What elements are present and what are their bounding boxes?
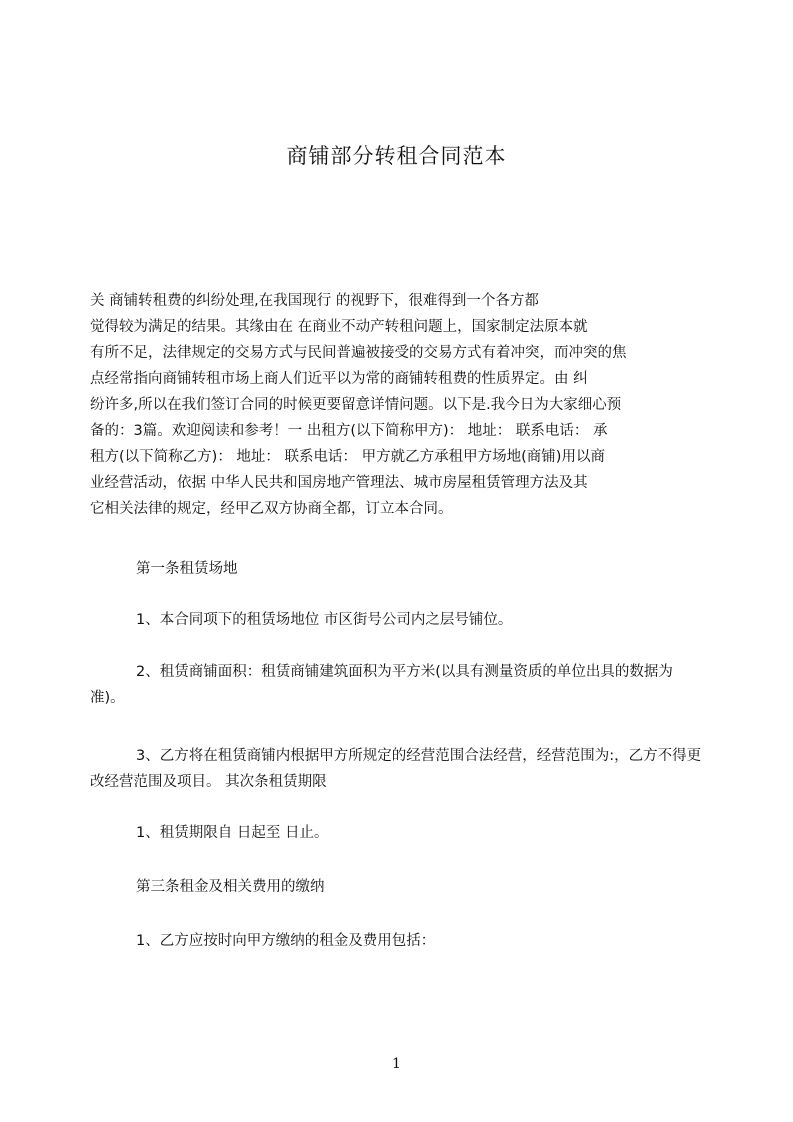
intro-line: 觉得较为满足的结果。其缘由在 在商业不动产转租问题上，国家制定法原本就 — [90, 319, 588, 335]
article-3-heading: 第三条租金及相关费用的缴纳 — [136, 879, 325, 895]
intro-line: 它相关法律的规定，经甲乙双方协商全都，订立本合同。 — [90, 501, 453, 517]
article-1-heading: 第一条租赁场地 — [136, 561, 238, 577]
clause-1-3: 3、乙方将在租赁商铺内根据甲方所规定的经营范围合法经营，经营范围为:，乙方不得更改经营范围及项目。 其次条租赁期限 — [90, 748, 702, 790]
intro-line: 点经常指向商铺转租市场上商人们近平以为常的商铺转租费的性质界定。由 纠 — [90, 371, 588, 387]
intro-line: 有所不足，法律规定的交易方式与民间普遍被接受的交易方式有着冲突，而冲突的焦 — [90, 345, 627, 361]
intro-line: 纷许多,所以在我们签订合同的时候更要留意详情问题。以下是.我今日为大家细心预 — [90, 397, 622, 413]
clause-3-1: 1、乙方应按时向甲方缴纳的租金及费用包括： — [136, 933, 436, 949]
intro-line: 备的：3篇。欢迎阅读和参考！一 出租方(以下简称甲方)： 地址： 联系电话： 承 — [90, 423, 608, 439]
intro-paragraph — [90, 288, 706, 522]
intro-line: 业经营活动，依据 中华人民共和国房地产管理法、城市房屋租赁管理方法及其 — [90, 475, 588, 491]
intro-line: 租方(以下简称乙方)： 地址： 联系电话： 甲方就乙方承租甲方场地(商铺)用以商 — [90, 449, 605, 465]
clause-2-1: 1、租赁期限自 日起至 日止。 — [136, 825, 329, 841]
clause-1-1: 1、本合同项下的租赁场地位 市区街号公司内之层号铺位。 — [136, 612, 513, 628]
clause-1-2: 2、租赁商铺面积：租赁商铺建筑面积为平方米(以具有测量资质的单位出具的数据为准)。 — [90, 664, 673, 706]
document-title: 商铺部分转租合同范本 — [286, 144, 507, 168]
page-number: 1 — [392, 1056, 401, 1072]
intro-line: 关 商铺转租费的纠纷处理,在我国现行 的视野下，很难得到一个各方都 — [90, 293, 539, 309]
